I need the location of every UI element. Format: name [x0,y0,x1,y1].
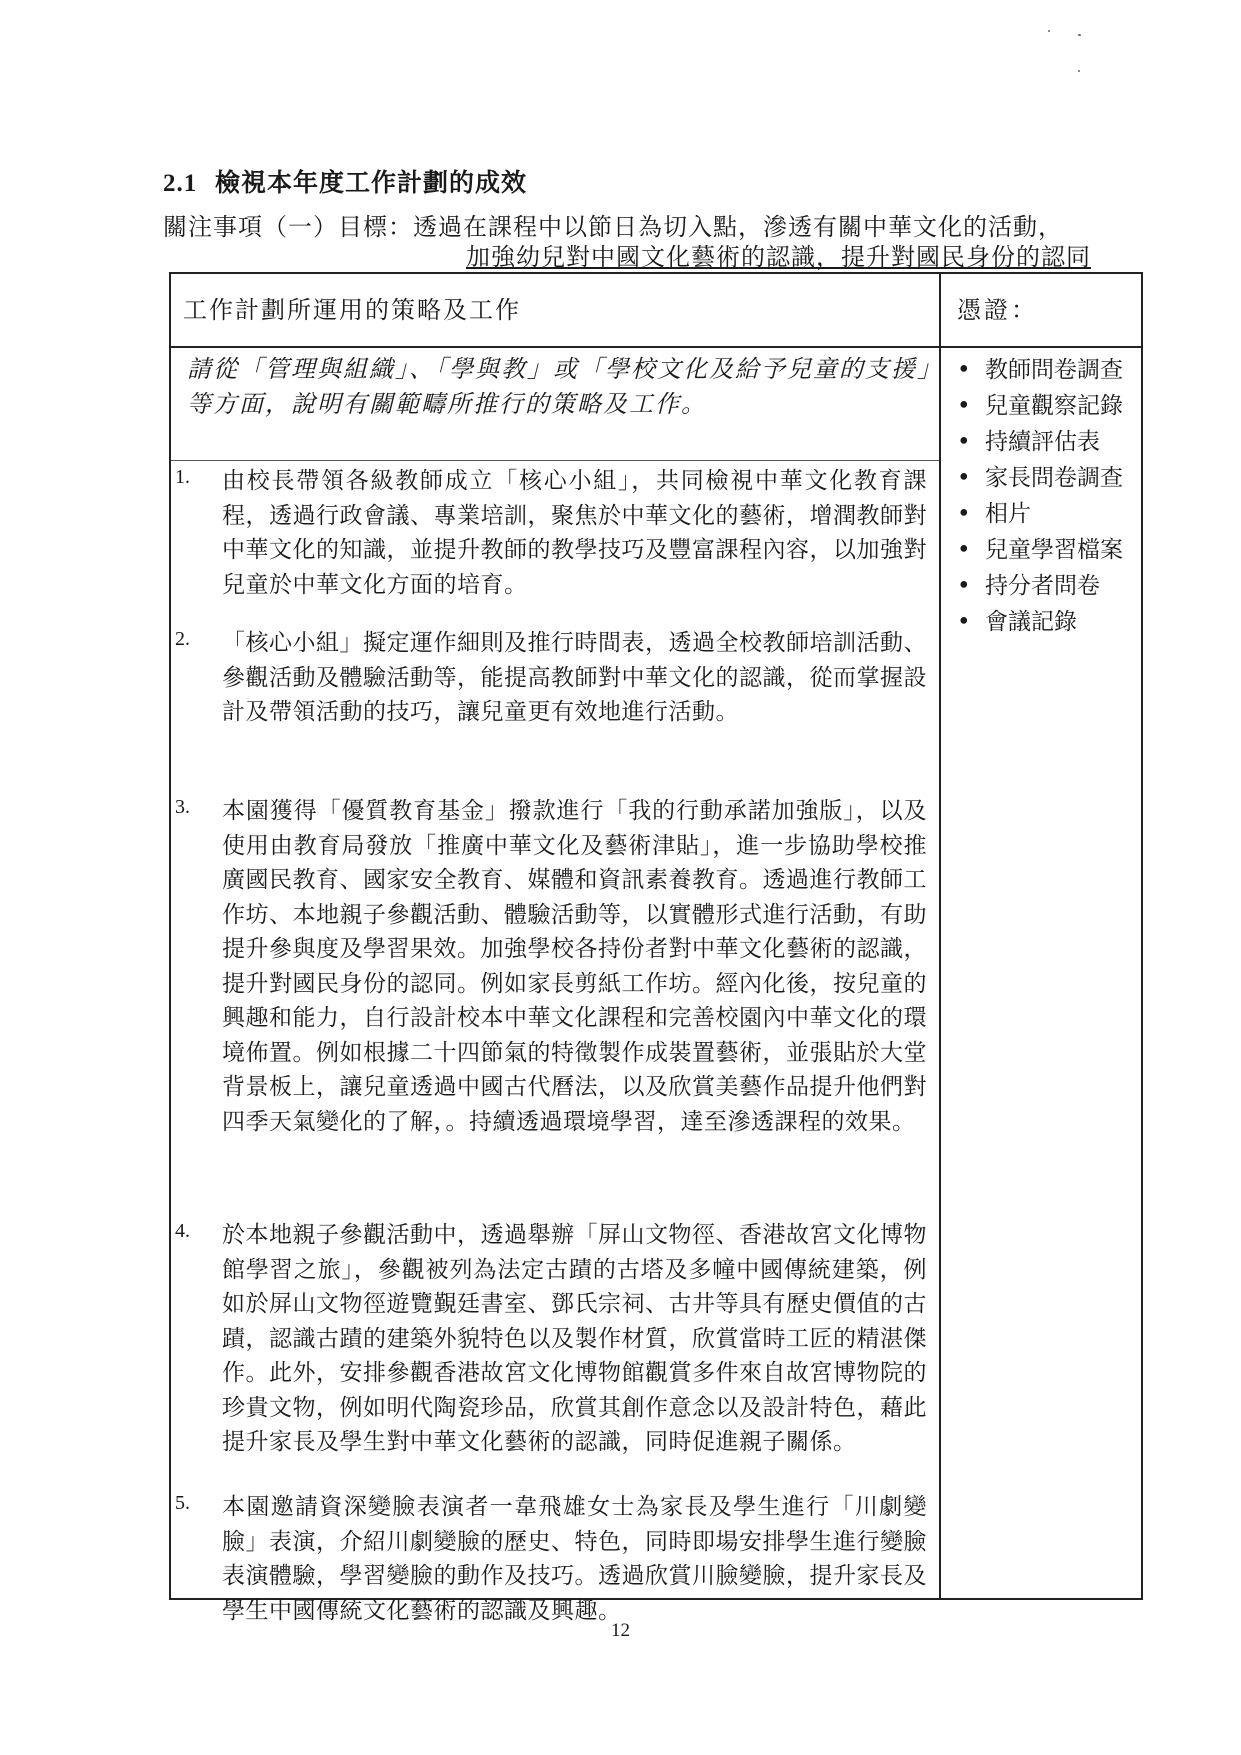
section-number: 2.1 [163,170,198,197]
strategy-column-header: 工作計劃所運用的策略及工作 [183,296,521,324]
item-text: 於本地親子參觀活動中，透過舉辦「屏山文物徑、香港故宮文化博物館學習之旅」，參觀被列為法定古蹟的古塔及多幢中國傳統建築，例如於屏山文物徑遊覽覲廷書室、鄧氏宗祠、古井等具有歷史價值的古蹟，認識古蹟的建築外貌特色以及製作材質，欣賞當時工匠的精湛傑作。此外，安排參觀香港故宮文化博物館觀賞多件來自故宮博物院的珍貴文物，例如明代陶瓷珍品，欣賞其創作意念以及設計特色，藉此提升家長及學生對中華文化藝術的認識，同時促進親子關係。 [222,1222,927,1455]
header-divider [171,346,1141,348]
item-number: 1. [175,466,190,488]
instruction-divider [171,460,939,461]
page-number: 12 [611,1620,630,1641]
focus-objective [163,212,1091,272]
section-title [163,163,527,199]
focus-label: 關注事項（一）目標： [163,213,413,241]
evidence-item: • 會議記錄 [951,604,1141,640]
instruction-text: 請從「管理與組織」、「學與教」或「學校文化及給予兒童的支援」等方面，說明有關範疇所推行的策略及工作。 [187,355,931,418]
evidence-item: • 持續評估表 [951,424,1141,460]
evidence-item: • 兒童觀察記錄 [951,388,1141,424]
focus-line-2: 加強幼兒對中國文化藝術的認識，提升對國民身份的認同 [466,243,1091,271]
item-text: 本園邀請資深變臉表演者一韋飛雄女士為家長及學生進行「川劇變臉」表演，介紹川劇變臉的歷史、特色，同時即場安排學生進行變臉表演體驗，學習變臉的動作及技巧。透過欣賞川臉變臉，提升家長及學生中國傳統文化藝術的認識及興趣。 [222,1494,927,1624]
evidence-column-header: 憑證： [957,296,1038,324]
item-number: 3. [175,796,190,818]
item-text: 本園獲得「優質教育基金」撥款進行「我的行動承諾加強版」，以及使用由教育局發放「推廣中華文化及藝術津貼」，進一步協助學校推廣國民教育、國家安全教育、媒體和資訊素養教育。透過進行教師工作坊、本地親子參觀活動、體驗活動等，以實體形式進行活動，有助提升參與度及學習果效。加強學校各持份者對中華文化藝術的認識，提升對國民身份的認同。例如家長剪紙工作坊。經內化後，按兒童的興趣和能力，自行設計校本中華文化課程和完善校園內中華文化的環境佈置。例如根據二十四節氣的特徵製作成裝置藝術，並張貼於大堂背景板上，讓兒童透過中國古代曆法，以及欣賞美藝作品提升他們對四季天氣變化的了解，。持續透過環境學習，達至滲透課程的效果。 [222,798,927,1135]
column-divider [939,274,941,1598]
evidence-list [951,352,1141,640]
evidence-item: • 兒童學習檔案 [951,532,1141,568]
section-title-text: 檢視本年度工作計劃的成效 [214,168,527,197]
evidence-item: • 教師問卷調查 [951,352,1141,388]
evidence-item: • 相片 [951,496,1141,532]
item-text: 「核心小組」擬定運作細則及推行時間表，透過全校教師培訓活動、參觀活動及體驗活動等，能提高教師對中華文化的認識，從而掌握設計及帶領活動的技巧，讓兒童更有效地進行活動。 [222,630,927,725]
strategy-table [169,272,1143,1624]
item-number: 4. [175,1220,190,1242]
item-number: 2. [175,628,190,650]
focus-line-1: 透過在課程中以節日為切入點，滲透有關中華文化的活動， [413,213,1063,241]
item-number: 5. [175,1492,190,1514]
evidence-item: • 持分者問卷 [951,568,1141,604]
evidence-item: • 家長問卷調查 [951,460,1141,496]
item-text: 由校長帶領各級教師成立「核心小組」，共同檢視中華文化教育課程，透過行政會議、專業培訓，聚焦於中華文化的藝術，增潤教師對中華文化的知識，並提升教師的教學技巧及豐富課程內容，以加強對兒童於中華文化方面的培育。 [222,468,927,598]
